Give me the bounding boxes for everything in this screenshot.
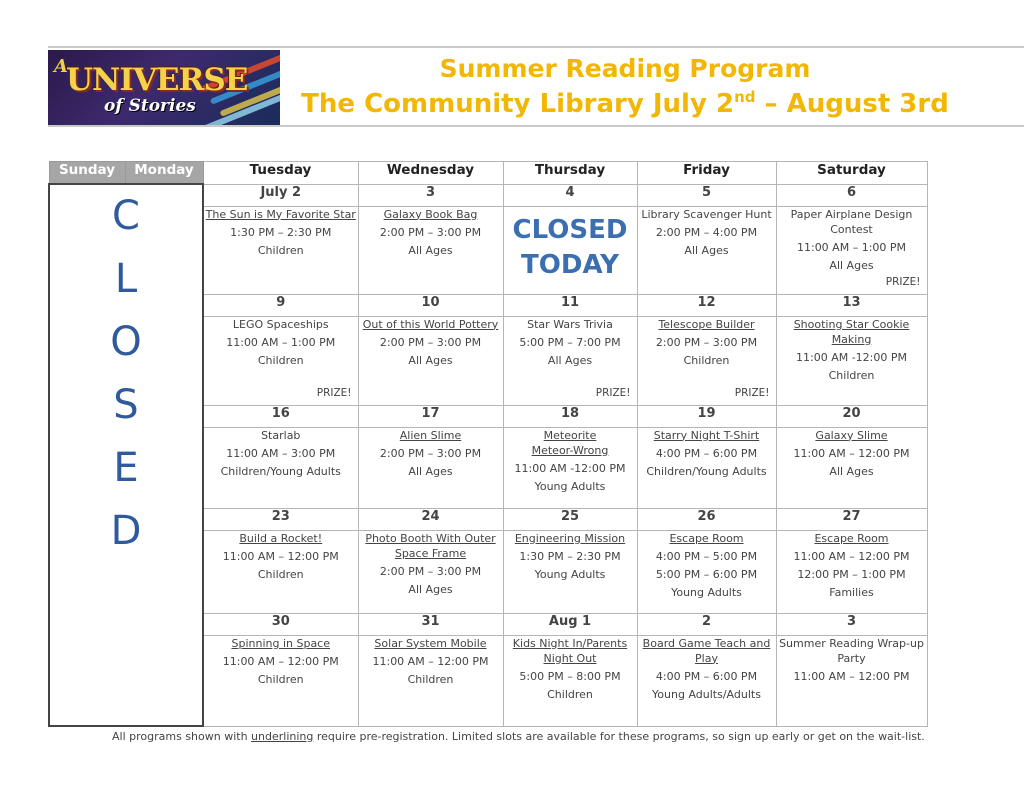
event-cell (637, 427, 776, 508)
header-bottom-rule (48, 125, 1024, 127)
date-number: Aug 1 (503, 613, 637, 635)
event-time: 11:00 AM -12:00 PM (514, 461, 626, 475)
event-audience: Children (257, 243, 304, 257)
subtitle-superscript: nd (734, 88, 756, 106)
event-time: 11:00 AM – 1:00 PM (796, 240, 907, 254)
closed-today-label: CLOSED TODAY (512, 214, 628, 280)
event-audience: Children/Young Adults (220, 464, 341, 478)
event-title: Summer Reading Wrap-up Party (779, 636, 924, 665)
event-title-registration: Board Game Teach and Play (642, 636, 771, 665)
page-title: Summer Reading Program (439, 54, 811, 83)
date-number: 5 (637, 184, 776, 206)
date-number: 24 (358, 508, 503, 530)
date-number: 18 (503, 405, 637, 427)
date-number: 3 (776, 613, 927, 635)
event-time: 11:00 AM – 12:00 PM (222, 549, 339, 563)
prize-label: PRIZE! (885, 275, 921, 288)
event-title: Library Scavenger Hunt (641, 207, 772, 221)
date-number: 30 (203, 613, 358, 635)
event-cell (503, 427, 637, 508)
date-number: 17 (358, 405, 503, 427)
date-number: 25 (503, 508, 637, 530)
date-number: 2 (637, 613, 776, 635)
event-audience: Children (407, 672, 454, 686)
date-number: 23 (203, 508, 358, 530)
date-number: 10 (358, 294, 503, 316)
event-audience: All Ages (408, 243, 453, 257)
event-cell (637, 530, 776, 613)
date-row (49, 184, 927, 206)
subtitle-end: – August 3rd (755, 89, 949, 119)
event-time: 4:00 PM – 6:00 PM (655, 446, 758, 460)
footnote-text-start: All programs shown with (112, 730, 252, 743)
event-time: 11:00 AM – 12:00 PM (222, 654, 339, 668)
event-title-registration: Solar System Mobile (374, 636, 487, 650)
event-audience: Children/Young Adults (646, 464, 767, 478)
event-audience: All Ages (829, 464, 874, 478)
event-cell (503, 316, 637, 405)
event-cell (358, 635, 503, 726)
event-cell (637, 316, 776, 405)
event-audience: Children (257, 353, 304, 367)
event-time: 2:00 PM – 3:00 PM (379, 335, 482, 349)
date-number: 4 (503, 184, 637, 206)
event-cell (203, 316, 358, 405)
day-header-saturday: Saturday (776, 162, 927, 185)
event-cell (637, 206, 776, 294)
page-subtitle (290, 88, 960, 119)
event-audience: Young Adults (671, 585, 742, 599)
day-header-monday: Monday (125, 162, 203, 185)
closed-letter: C (112, 193, 140, 239)
event-time: 5:00 PM – 8:00 PM (519, 669, 621, 683)
event-cell (203, 206, 358, 294)
event-cell (776, 427, 927, 508)
event-cell (203, 530, 358, 613)
closed-letter: S (113, 382, 139, 428)
closed-vertical-text (50, 185, 202, 563)
date-number: 3 (358, 184, 503, 206)
event-time-second: 5:00 PM – 6:00 PM (655, 567, 758, 581)
day-header-thursday: Thursday (503, 162, 637, 185)
event-audience: Children (257, 567, 304, 581)
event-title-registration: Out of this World Pottery (362, 317, 499, 331)
universe-of-stories-logo (48, 50, 280, 125)
event-audience: All Ages (829, 258, 874, 272)
event-cell (776, 316, 927, 405)
event-time: 2:00 PM – 3:00 PM (379, 564, 482, 578)
event-title-registration: Alien Slime (399, 428, 462, 442)
event-time: 11:00 AM – 3:00 PM (226, 446, 336, 460)
closed-letter: D (110, 508, 142, 554)
footnote (112, 730, 925, 743)
event-audience: Children (257, 672, 304, 686)
event-time: 2:00 PM – 3:00 PM (379, 225, 482, 239)
event-audience: Children (683, 353, 730, 367)
event-title-registration: Photo Booth With Outer Space Frame (365, 531, 496, 560)
event-time: 11:00 AM – 12:00 PM (372, 654, 489, 668)
date-number: 16 (203, 405, 358, 427)
event-audience: Families (829, 585, 874, 599)
event-title-registration: Kids Night In/Parents Night Out (512, 636, 628, 665)
event-audience: All Ages (547, 353, 593, 367)
event-cell (637, 635, 776, 726)
event-audience: Children (547, 687, 593, 701)
logo-text-universe: UNIVERSE (66, 62, 248, 98)
event-time: 2:00 PM – 3:00 PM (655, 335, 758, 349)
event-title-registration: Shooting Star Cookie Making (793, 317, 910, 346)
date-number: 27 (776, 508, 927, 530)
event-title-registration: The Sun is My Favorite Star (205, 207, 356, 221)
event-cell (776, 530, 927, 613)
logo-text-a: A (54, 56, 68, 77)
event-audience: Young Adults/Adults (652, 687, 761, 701)
event-time: 5:00 PM – 7:00 PM (519, 335, 621, 349)
event-audience: All Ages (408, 353, 453, 367)
event-title-registration: Telescope Builder (658, 317, 755, 331)
event-audience: All Ages (408, 582, 453, 596)
calendar-grid (48, 161, 928, 727)
event-audience: Young Adults (534, 479, 606, 493)
event-time: 2:00 PM – 4:00 PM (655, 225, 758, 239)
event-time: 11:00 AM – 12:00 PM (793, 549, 910, 563)
event-title-registration: Escape Room (669, 531, 744, 545)
event-time: 2:00 PM – 3:00 PM (379, 446, 482, 460)
date-number: 6 (776, 184, 927, 206)
event-time: 11:00 AM – 12:00 PM (793, 669, 910, 683)
event-cell (503, 530, 637, 613)
day-header-friday: Friday (637, 162, 776, 185)
footnote-underlined-word: underlining (251, 730, 314, 743)
logo-text-of-stories: of Stories (104, 96, 196, 116)
event-audience: Children (828, 368, 875, 382)
event-audience: All Ages (684, 243, 729, 257)
subtitle-main: The Community Library July 2 (301, 89, 735, 119)
event-time: 11:00 AM – 1:00 PM (226, 335, 336, 349)
event-cell (358, 427, 503, 508)
event-title: LEGO Spaceships (232, 317, 329, 331)
event-cell (776, 206, 927, 294)
day-header-wednesday: Wednesday (358, 162, 503, 185)
event-cell (358, 316, 503, 405)
date-number: 26 (637, 508, 776, 530)
event-audience: Young Adults (534, 567, 606, 581)
closed-letter: L (114, 256, 138, 302)
event-title-registration: Escape Room (814, 531, 889, 545)
event-cell (358, 530, 503, 613)
event-title: Star Wars Trivia (527, 317, 613, 331)
day-header-tuesday: Tuesday (203, 162, 358, 185)
date-number: 13 (776, 294, 927, 316)
event-title-registration: Galaxy Book Bag (383, 207, 478, 221)
event-time: 1:30 PM – 2:30 PM (230, 225, 332, 239)
date-number: 19 (637, 405, 776, 427)
event-cell (203, 635, 358, 726)
prize-label: PRIZE! (734, 386, 770, 399)
event-title-registration: Galaxy Slime (815, 428, 888, 442)
prize-label: PRIZE! (595, 386, 631, 399)
date-number: 31 (358, 613, 503, 635)
event-title-registration: Spinning in Space (231, 636, 331, 650)
event-time: 11:00 AM -12:00 PM (796, 350, 907, 364)
day-header-row (49, 162, 927, 185)
event-time-second: 12:00 PM – 1:00 PM (797, 567, 906, 581)
event-time: 4:00 PM – 6:00 PM (655, 669, 758, 683)
prize-label: PRIZE! (316, 386, 352, 399)
event-title-registration: Starry Night T-Shirt (653, 428, 760, 442)
date-number: 12 (637, 294, 776, 316)
event-title-line2: Meteor-Wrong (531, 443, 609, 457)
event-time: 4:00 PM – 5:00 PM (655, 549, 758, 563)
header-top-rule (48, 46, 1024, 48)
date-number: July 2 (203, 184, 358, 206)
closed-letter: O (110, 319, 142, 365)
closed-letter: E (113, 445, 139, 491)
event-cell (358, 206, 503, 294)
event-cell (503, 206, 637, 294)
date-number: 11 (503, 294, 637, 316)
event-time: 1:30 PM – 2:30 PM (519, 549, 621, 563)
day-header-sunday: Sunday (49, 162, 125, 185)
event-time: 11:00 AM – 12:00 PM (793, 446, 910, 460)
event-cell (203, 427, 358, 508)
event-title-registration: Engineering Mission (514, 531, 626, 545)
event-title-registration: Meteorite (543, 428, 597, 442)
date-number: 9 (203, 294, 358, 316)
event-title: Starlab (261, 428, 301, 442)
event-title: Paper Airplane Design Contest (790, 207, 913, 236)
footnote-text-end: require pre-registration. Limited slots are available for these programs, so sign up early or get on the wait-list. (313, 730, 925, 743)
event-title-registration: Build a Rocket! (239, 531, 323, 545)
event-cell (776, 635, 927, 726)
closed-sunday-monday (49, 184, 203, 726)
event-cell (503, 635, 637, 726)
event-audience: All Ages (408, 464, 453, 478)
date-number: 20 (776, 405, 927, 427)
